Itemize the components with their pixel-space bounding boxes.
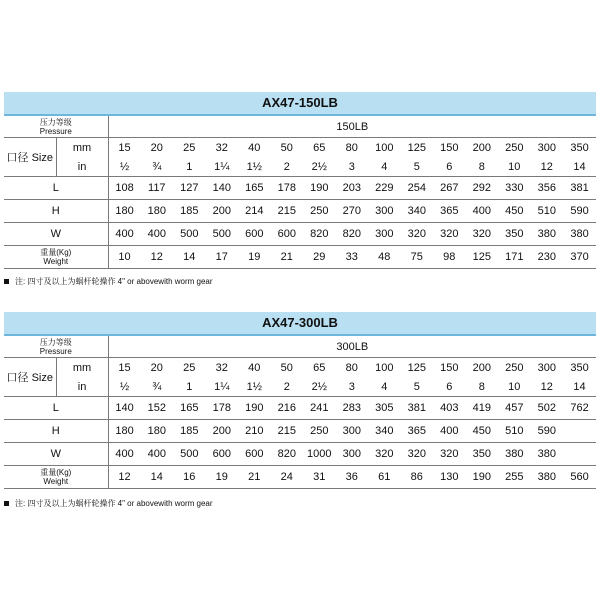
dim-label: H bbox=[4, 200, 108, 223]
dim-cell: 200 bbox=[206, 420, 239, 443]
weight-cell: 75 bbox=[401, 246, 434, 269]
weight-cell: 48 bbox=[368, 246, 401, 269]
mm-cell: 125 bbox=[407, 141, 426, 154]
in-cell: 8 bbox=[466, 377, 499, 397]
mm-cell: 80 bbox=[345, 141, 358, 154]
weight-label-en: Weight bbox=[43, 477, 69, 486]
footnote bbox=[4, 498, 213, 509]
dim-cell: 365 bbox=[433, 200, 466, 223]
in-cell: 1¼ bbox=[206, 377, 239, 397]
mm-label: mm bbox=[56, 138, 108, 158]
dim-cell: 214 bbox=[238, 200, 271, 223]
dim-cell: 381 bbox=[401, 397, 434, 420]
mm-cell: 65 bbox=[313, 141, 326, 154]
in-label: in bbox=[56, 157, 108, 177]
dim-cell: 381 bbox=[563, 177, 596, 200]
pressure-label-cn: 压力等级 bbox=[39, 337, 72, 347]
dim-cell: 180 bbox=[141, 200, 174, 223]
weight-cell: 21 bbox=[238, 466, 271, 489]
in-cell: 2 bbox=[271, 377, 304, 397]
dim-row bbox=[4, 177, 596, 200]
weight-cell: 171 bbox=[498, 246, 531, 269]
dim-cell: 190 bbox=[303, 177, 336, 200]
mm-cell: 350 bbox=[570, 141, 589, 154]
weight-cell: 86 bbox=[401, 466, 434, 489]
size-in-row bbox=[4, 377, 596, 397]
weight-label bbox=[4, 466, 108, 489]
dim-cell: 320 bbox=[401, 223, 434, 246]
pressure-label bbox=[4, 116, 108, 138]
weight-cell: 36 bbox=[336, 466, 369, 489]
dim-cell: 180 bbox=[108, 200, 141, 223]
mm-cell: 50 bbox=[280, 361, 293, 374]
dim-cell: 400 bbox=[433, 420, 466, 443]
dim-cell: 820 bbox=[303, 223, 336, 246]
dim-cell: 229 bbox=[368, 177, 401, 200]
weight-cell: 12 bbox=[108, 466, 141, 489]
dim-cell: 320 bbox=[433, 223, 466, 246]
pressure-label-en: Pressure bbox=[39, 346, 72, 356]
pressure-row bbox=[4, 116, 596, 138]
dim-cell: 419 bbox=[466, 397, 499, 420]
in-cell: 2½ bbox=[303, 377, 336, 397]
in-cell: ¾ bbox=[141, 157, 174, 177]
dim-cell: 356 bbox=[531, 177, 564, 200]
weight-cell: 10 bbox=[108, 246, 141, 269]
weight-cell: 255 bbox=[498, 466, 531, 489]
dim-cell: 350 bbox=[466, 443, 499, 466]
in-cell: 14 bbox=[563, 157, 596, 177]
mm-cell: 15 bbox=[108, 138, 141, 158]
dim-cell: 254 bbox=[401, 177, 434, 200]
size-label: 口径 Size bbox=[4, 358, 56, 397]
mm-cell: 80 bbox=[345, 361, 358, 374]
in-cell: 3 bbox=[336, 377, 369, 397]
dim-cell: 300 bbox=[368, 223, 401, 246]
in-cell: 1½ bbox=[238, 377, 271, 397]
dim-cell: 117 bbox=[141, 177, 174, 200]
in-cell: 2 bbox=[271, 157, 304, 177]
size-label: 口径 Size bbox=[4, 138, 56, 177]
dim-cell: 185 bbox=[173, 420, 206, 443]
dim-cell: 320 bbox=[368, 443, 401, 466]
dim-cell: 400 bbox=[141, 223, 174, 246]
dim-cell: 210 bbox=[238, 420, 271, 443]
dim-label: L bbox=[4, 177, 108, 200]
dim-cell: 300 bbox=[368, 200, 401, 223]
pressure-label-cn: 压力等级 bbox=[39, 117, 72, 127]
dim-cell: 590 bbox=[531, 420, 564, 443]
weight-cell: 560 bbox=[563, 466, 596, 489]
weight-row bbox=[4, 466, 596, 489]
mm-cell: 100 bbox=[375, 361, 394, 374]
table-section-300lb bbox=[4, 312, 596, 489]
mm-cell: 25 bbox=[183, 361, 196, 374]
dim-cell: 502 bbox=[531, 397, 564, 420]
dim-cell: 380 bbox=[563, 223, 596, 246]
mm-cell: 20 bbox=[150, 361, 163, 374]
in-cell: 5 bbox=[401, 157, 434, 177]
dim-cell: 500 bbox=[173, 223, 206, 246]
dim-label: H bbox=[4, 420, 108, 443]
dim-cell: 340 bbox=[368, 420, 401, 443]
mm-cell: 250 bbox=[505, 141, 524, 154]
dim-row bbox=[4, 420, 596, 443]
dim-cell: 215 bbox=[271, 200, 304, 223]
dim-cell: 305 bbox=[368, 397, 401, 420]
weight-cell: 380 bbox=[531, 466, 564, 489]
pressure-label-en: Pressure bbox=[39, 126, 72, 136]
dim-cell: 292 bbox=[466, 177, 499, 200]
in-cell: 1½ bbox=[238, 157, 271, 177]
mm-cell: 150 bbox=[440, 361, 459, 374]
weight-label-cn: 重量(Kg) bbox=[40, 468, 72, 477]
dim-row bbox=[4, 397, 596, 420]
dim-row bbox=[4, 443, 596, 466]
dim-row bbox=[4, 223, 596, 246]
dim-cell: 200 bbox=[206, 200, 239, 223]
weight-label bbox=[4, 246, 108, 269]
mm-cell: 32 bbox=[215, 361, 228, 374]
spec-table bbox=[4, 336, 596, 489]
in-label: in bbox=[56, 377, 108, 397]
dim-cell: 320 bbox=[466, 223, 499, 246]
weight-cell: 14 bbox=[173, 246, 206, 269]
in-cell: 1 bbox=[173, 377, 206, 397]
dim-cell: 820 bbox=[336, 223, 369, 246]
dim-cell: 270 bbox=[336, 200, 369, 223]
in-cell: ½ bbox=[108, 157, 141, 177]
mm-cell: 150 bbox=[440, 141, 459, 154]
dim-cell: 380 bbox=[531, 223, 564, 246]
weight-cell: 98 bbox=[433, 246, 466, 269]
dim-cell: 215 bbox=[271, 420, 304, 443]
weight-cell: 14 bbox=[141, 466, 174, 489]
weight-cell: 230 bbox=[531, 246, 564, 269]
in-cell: 5 bbox=[401, 377, 434, 397]
dim-cell: 400 bbox=[466, 200, 499, 223]
weight-cell: 31 bbox=[303, 466, 336, 489]
weight-cell: 29 bbox=[303, 246, 336, 269]
mm-cell: 100 bbox=[375, 141, 394, 154]
weight-cell: 370 bbox=[563, 246, 596, 269]
dim-cell: 820 bbox=[271, 443, 304, 466]
table-section-150lb bbox=[4, 92, 596, 269]
dim-cell: 500 bbox=[206, 223, 239, 246]
note-bullet-icon bbox=[4, 279, 9, 284]
dim-cell: 165 bbox=[238, 177, 271, 200]
in-cell: 12 bbox=[531, 157, 564, 177]
dim-cell: 127 bbox=[173, 177, 206, 200]
dim-cell: 340 bbox=[401, 200, 434, 223]
weight-row bbox=[4, 246, 596, 269]
mm-cell: 32 bbox=[215, 141, 228, 154]
dim-cell: 365 bbox=[401, 420, 434, 443]
dim-cell: 203 bbox=[336, 177, 369, 200]
dim-cell: 457 bbox=[498, 397, 531, 420]
dim-cell: 250 bbox=[303, 200, 336, 223]
dim-cell: 380 bbox=[531, 443, 564, 466]
dim-cell: 330 bbox=[498, 177, 531, 200]
mm-cell: 350 bbox=[570, 361, 589, 374]
weight-cell: 12 bbox=[141, 246, 174, 269]
weight-cell: 17 bbox=[206, 246, 239, 269]
mm-cell: 50 bbox=[280, 141, 293, 154]
in-cell: 14 bbox=[563, 377, 596, 397]
mm-cell: 125 bbox=[407, 361, 426, 374]
dim-cell: 300 bbox=[336, 420, 369, 443]
dim-cell: 510 bbox=[498, 420, 531, 443]
in-cell: 3 bbox=[336, 157, 369, 177]
dim-cell: 600 bbox=[271, 223, 304, 246]
dim-cell: 185 bbox=[173, 200, 206, 223]
in-cell: 6 bbox=[433, 377, 466, 397]
dim-cell: 380 bbox=[498, 443, 531, 466]
dim-cell: 267 bbox=[433, 177, 466, 200]
in-cell: 2½ bbox=[303, 157, 336, 177]
in-cell: 4 bbox=[368, 157, 401, 177]
dim-cell bbox=[563, 420, 596, 443]
footnote-text: 注: 四寸及以上为蜗杆轮操作 4" or abovewith worm gear bbox=[15, 277, 213, 286]
dim-cell bbox=[563, 443, 596, 466]
weight-cell: 130 bbox=[433, 466, 466, 489]
dim-cell: 1000 bbox=[303, 443, 336, 466]
in-cell: 12 bbox=[531, 377, 564, 397]
dim-cell: 140 bbox=[108, 397, 141, 420]
dim-row bbox=[4, 200, 596, 223]
table-title: AX47-150LB bbox=[4, 92, 596, 116]
pressure-value: 300LB bbox=[108, 336, 596, 358]
in-cell: 1 bbox=[173, 157, 206, 177]
in-cell: 6 bbox=[433, 157, 466, 177]
note-bullet-icon bbox=[4, 501, 9, 506]
dim-cell: 180 bbox=[108, 420, 141, 443]
footnote-text: 注: 四寸及以上为蜗杆轮操作 4" or abovewith worm gear bbox=[15, 499, 213, 508]
pressure-value: 150LB bbox=[108, 116, 596, 138]
dim-cell: 300 bbox=[336, 443, 369, 466]
mm-cell: 250 bbox=[505, 361, 524, 374]
mm-cell: 40 bbox=[248, 141, 261, 154]
weight-cell: 19 bbox=[238, 246, 271, 269]
size-mm-row bbox=[4, 358, 596, 378]
dim-cell: 108 bbox=[108, 177, 141, 200]
mm-cell: 200 bbox=[472, 361, 491, 374]
dim-cell: 510 bbox=[531, 200, 564, 223]
in-cell: 10 bbox=[498, 377, 531, 397]
weight-cell: 61 bbox=[368, 466, 401, 489]
dim-cell: 250 bbox=[303, 420, 336, 443]
in-cell: ½ bbox=[108, 377, 141, 397]
size-in-row bbox=[4, 157, 596, 177]
mm-label: mm bbox=[56, 358, 108, 378]
dim-cell: 400 bbox=[141, 443, 174, 466]
weight-cell: 21 bbox=[271, 246, 304, 269]
dim-cell: 450 bbox=[466, 420, 499, 443]
dim-cell: 241 bbox=[303, 397, 336, 420]
table-body bbox=[4, 116, 596, 269]
dim-cell: 152 bbox=[141, 397, 174, 420]
table-title: AX47-300LB bbox=[4, 312, 596, 336]
dim-label: W bbox=[4, 443, 108, 466]
dim-label: L bbox=[4, 397, 108, 420]
dim-cell: 320 bbox=[401, 443, 434, 466]
dim-cell: 350 bbox=[498, 223, 531, 246]
in-cell: 1¼ bbox=[206, 157, 239, 177]
dim-cell: 178 bbox=[271, 177, 304, 200]
pressure-row bbox=[4, 336, 596, 358]
dim-cell: 403 bbox=[433, 397, 466, 420]
dim-cell: 283 bbox=[336, 397, 369, 420]
weight-cell: 190 bbox=[466, 466, 499, 489]
dim-cell: 165 bbox=[173, 397, 206, 420]
dim-cell: 180 bbox=[141, 420, 174, 443]
dim-cell: 450 bbox=[498, 200, 531, 223]
weight-cell: 24 bbox=[271, 466, 304, 489]
mm-cell: 65 bbox=[313, 361, 326, 374]
weight-cell: 19 bbox=[206, 466, 239, 489]
dim-cell: 400 bbox=[108, 443, 141, 466]
table-body bbox=[4, 336, 596, 489]
dim-cell: 190 bbox=[238, 397, 271, 420]
pressure-label bbox=[4, 336, 108, 358]
mm-cell: 40 bbox=[248, 361, 261, 374]
mm-cell: 300 bbox=[537, 141, 556, 154]
dim-cell: 320 bbox=[433, 443, 466, 466]
dim-cell: 600 bbox=[206, 443, 239, 466]
weight-cell: 125 bbox=[466, 246, 499, 269]
mm-cell: 200 bbox=[472, 141, 491, 154]
dim-cell: 762 bbox=[563, 397, 596, 420]
in-cell: 10 bbox=[498, 157, 531, 177]
in-cell: 4 bbox=[368, 377, 401, 397]
mm-cell: 15 bbox=[108, 358, 141, 378]
mm-cell: 20 bbox=[150, 141, 163, 154]
size-mm-row bbox=[4, 138, 596, 158]
dim-cell: 600 bbox=[238, 223, 271, 246]
in-cell: 8 bbox=[466, 157, 499, 177]
mm-cell: 25 bbox=[183, 141, 196, 154]
dim-cell: 400 bbox=[108, 223, 141, 246]
dim-cell: 216 bbox=[271, 397, 304, 420]
spec-table bbox=[4, 116, 596, 269]
weight-cell: 33 bbox=[336, 246, 369, 269]
weight-label-cn: 重量(Kg) bbox=[40, 248, 72, 257]
mm-cell: 300 bbox=[537, 361, 556, 374]
dim-cell: 178 bbox=[206, 397, 239, 420]
footnote bbox=[4, 276, 213, 287]
weight-cell: 16 bbox=[173, 466, 206, 489]
dim-label: W bbox=[4, 223, 108, 246]
dim-cell: 140 bbox=[206, 177, 239, 200]
dim-cell: 500 bbox=[173, 443, 206, 466]
dim-cell: 590 bbox=[563, 200, 596, 223]
in-cell: ¾ bbox=[141, 377, 174, 397]
weight-label-en: Weight bbox=[43, 257, 69, 266]
dim-cell: 600 bbox=[238, 443, 271, 466]
